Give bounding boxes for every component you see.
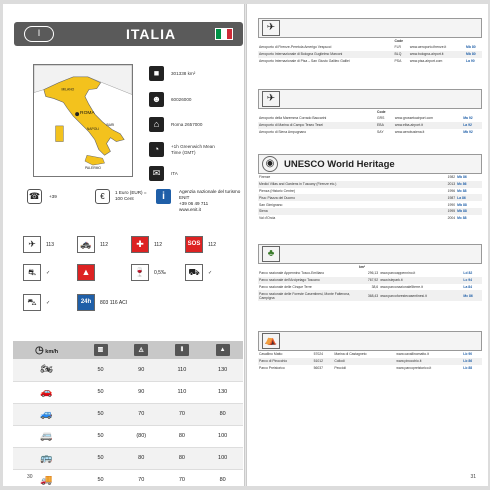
map-city-label: BARI [106,122,115,127]
leisure-section [258,331,482,371]
tel-block [27,189,57,204]
table-row: 🚙 50 70 70 80 [13,403,243,425]
speed-unit-header: ◷ km/h [13,341,80,359]
rural-icon: ◬ [134,344,148,356]
table-row: Cavallino Matto 57024 Marina di Castagneto www.cavallinomatto.it Lb 90 [259,352,473,357]
truck-icon: 🚚 [40,474,53,486]
rule-item: ⛐ ✓ [23,264,50,281]
car-icon: 🚗 [40,386,53,398]
capital-icon: ⌂ [149,117,164,132]
left-page [3,4,244,486]
airports-header [258,18,482,38]
motorway-header [202,341,243,359]
agency-name: Agenzia nazionale del turismo ENIT [179,189,241,200]
map-city-label: NAPOLI [86,126,100,131]
table-row: Aeroporto Internazionale di Pisa – San Giusto Galileo Galilei PSA www.pisa-airport.com La 90 [259,58,475,63]
car-trailer-icon: 🚙 [40,408,53,420]
police-icon: ✈ [23,236,41,253]
vignette-icon: ▲ [77,264,95,281]
clock-icon: ◔ [149,142,164,157]
italy-map-svg [34,65,132,176]
info-capital [149,117,202,132]
rules-row [23,264,238,284]
table-row: 🏍 50 90 110 130 [13,359,243,381]
map-capital-label: ROMA [80,111,95,117]
info-language-text: ITA [171,170,178,176]
lights-icon: ⛟ [185,264,203,281]
airports-table: Code Aeroporto di Firenze-Peretola Amerigo Vespucci FLR www.aeroporto.firenze.it Mb 80 Aeroporto Internazionale di Bologna Guglielmo Marconi BLQ www.bologna-airport.it Mb 80 Aeroporto Internazionale di Pisa – San Giusto Galileo Galilei PSA www.pisa-airport.com La 90 [258,38,482,64]
table-row: 🚐 50 (80) 80 100 [13,425,243,447]
ambulance-icon: ✚ [131,236,149,253]
emergency-item: ✈ 113 [23,236,54,253]
airplane-icon: ✈ [262,91,280,107]
rural-header [121,341,162,359]
country-name: ITALIA [126,26,177,42]
population-icon: ☻ [149,92,164,107]
airports2-header [258,89,482,109]
rule-item: ⛟ ✓ [185,264,212,281]
airports-section [258,18,482,64]
table-row: Parco nazionale delle Foreste Casentinesi, Monte Falterona, Campigna 368,43 www.parcoforestecasentinesi.it Mc 86 [258,290,482,301]
agency-phone: +39 06 49 711 [179,201,209,206]
table-row: 🚚 50 70 70 80 [13,469,243,486]
park-tree-icon: ♣ [262,246,280,262]
tel-prefix: +39 [49,194,57,199]
table-row: Medici Villas and Gardens in Tuscany (Firenze etc.) 2013 Mc 86 [258,181,482,188]
speed-limits-table [13,341,243,486]
parks-table: km² Parco nazionale Appennino Tosco-Emiliano 296,13 www.parcoappennino.it Ld 82 Parco nazionale dell'Arcipelago Toscano 767,92 www.islepark.it Lc 94 Parco nazionale delle Cinque Terre 38,6 www.parconazionale5terre.it La 84 Parco nazionale delle Foreste Casentinesi, Monte Falterona, Campigna 368,43 www.parcoforestecasentinesi.it Mc 86 [258,264,482,301]
parks-section [258,244,482,301]
info-area [149,66,195,81]
map-city-label: PALERMO [84,166,101,171]
table-row: Parco Preistorico 56037 Peccioli www.parcopreistorico.it Lb 88 [259,365,473,370]
rules-row [23,294,238,314]
highway-icon: ⛐ [23,264,41,281]
unesco-icon: ◉ [262,156,278,172]
table-row: Pienza (Historic Centre) 1996 Mc 88 [259,188,467,193]
agency-web[interactable]: www.enit.it [179,207,201,212]
table-row: Parco nazionale delle Cinque Terre 38,6 www.parconazionale5terre.it La 84 [259,284,473,289]
country-code-badge: I [24,26,54,42]
info-capital-text: Roma 2657000 [171,121,203,127]
unesco-title: UNESCO World Heritage [284,158,395,170]
page-number: 31 [470,474,476,480]
speedometer-icon: ◷ [35,344,44,356]
table-row: 🚌 50 80 80 100 [13,447,243,469]
table-row: Parco nazionale dell'Arcipelago Toscano 767,92 www.islepark.it Lc 94 [258,277,482,284]
airports2-section [258,89,482,135]
currency-block [95,189,147,204]
emergency-item: SOS 112 [185,236,216,253]
aci-icon: 24h [77,294,95,311]
table-row: Aeroporto Internazionale di Bologna Guglielmo Marconi BLQ www.bologna-airport.it Mb 80 [258,51,482,58]
rule-item: 24h 803 116 ACI [77,294,127,311]
language-icon: ✉ [149,166,164,181]
table-row: 🚗 50 90 110 130 [13,381,243,403]
country-map [33,64,133,177]
unesco-header [258,154,482,174]
country-header-bar [14,22,243,46]
info-timezone [149,142,226,157]
urban-icon: ▥ [94,344,108,356]
police-car-icon: 🚓 [77,236,95,253]
table-row: Val d'Orcia 2004 Mc 88 [259,216,467,221]
info-timezone-text: +1h Greenwich Mean Time (GMT) [171,143,215,155]
telephone-icon: ☎ [27,189,42,204]
info-language [149,166,178,181]
parks-header [258,244,482,264]
table-row: Parco nazionale Appennino Tosco-Emiliano 296,13 www.parcoappennino.it Ld 82 [259,271,473,276]
table-row: Siena 1995 Mb 88 [258,208,482,215]
expressway-header [162,341,203,359]
table-row: Aeroporto di Siena Ampugnano SAY www.aerobusiena.it Mb 92 [259,129,473,134]
page-number: 30 [27,474,33,480]
motorcycle-icon: 🏍 [40,364,53,376]
motorway-icon: ▲ [216,344,230,356]
unesco-section [258,154,482,221]
camper-icon: 🚐 [40,430,53,442]
currency-text: 1 Euro (EUR) = 100 Cent [115,190,147,201]
airports2-table: Code Aeroporto della Maremma Corrado Baccarini GRS www.grossetoairport.com Ma 92 Aeroporto di Marina di Campo Teseo Tesei EBA www.elba-airport.it La 92 Aeroporto di Siena Ampugnano SAY www.aerobusiena.it Mb 92 [258,109,482,135]
table-row: Aeroporto di Firenze-Peretola Amerigo Vespucci FLR www.aeroporto.firenze.it Mb 80 [259,45,476,50]
map-city-label: MILANO [61,87,75,92]
rule-item: 🍷 0,5‰ [131,264,166,281]
info-i-icon: i [156,189,171,204]
tent-icon: ⛺ [262,333,280,349]
alcohol-icon: 🍷 [131,264,149,281]
rule-item: ⛍ ✓ [23,294,50,311]
info-population [149,92,191,107]
table-row: Parco di Pinocchio 51012 Collodi www.pinocchio.it Lb 86 [258,358,482,365]
info-population-text: 60026000 [171,96,192,102]
emergency-item: 🚓 112 [77,236,108,253]
rule-item [77,264,100,281]
currency-icon: € [95,189,110,204]
info-area-text: 301338 km² [171,70,196,76]
airplane-icon: ✈ [262,20,280,36]
sos-icon: SOS [185,236,203,253]
table-row: Aeroporto della Maremma Corrado Baccarini GRS www.grossetoairport.com Ma 92 [259,116,473,121]
right-page [247,4,488,486]
leisure-header [258,331,482,351]
bus-icon: 🚌 [40,452,53,464]
expressway-icon: Ⅱ [175,344,189,356]
emergency-item: ✚ 112 [131,236,162,253]
contacts-row [15,189,241,213]
italy-flag-icon [215,28,233,40]
table-row: Firenze 1982 Mb 86 [259,175,467,180]
table-row: San Gimignano 1990 Mb 88 [259,202,467,207]
unesco-table [258,174,482,221]
table-row: Pisa: Piazza del Duomo 1987 La 86 [258,194,482,201]
area-icon: ■ [149,66,164,81]
urban-header [80,341,121,359]
table-row: Aeroporto di Marina di Campo Teseo Tesei EBA www.elba-airport.it La 92 [258,122,482,129]
emergency-row [23,236,238,256]
agency-block [179,189,243,213]
tow-icon: ⛍ [23,294,41,311]
leisure-table [258,351,482,371]
